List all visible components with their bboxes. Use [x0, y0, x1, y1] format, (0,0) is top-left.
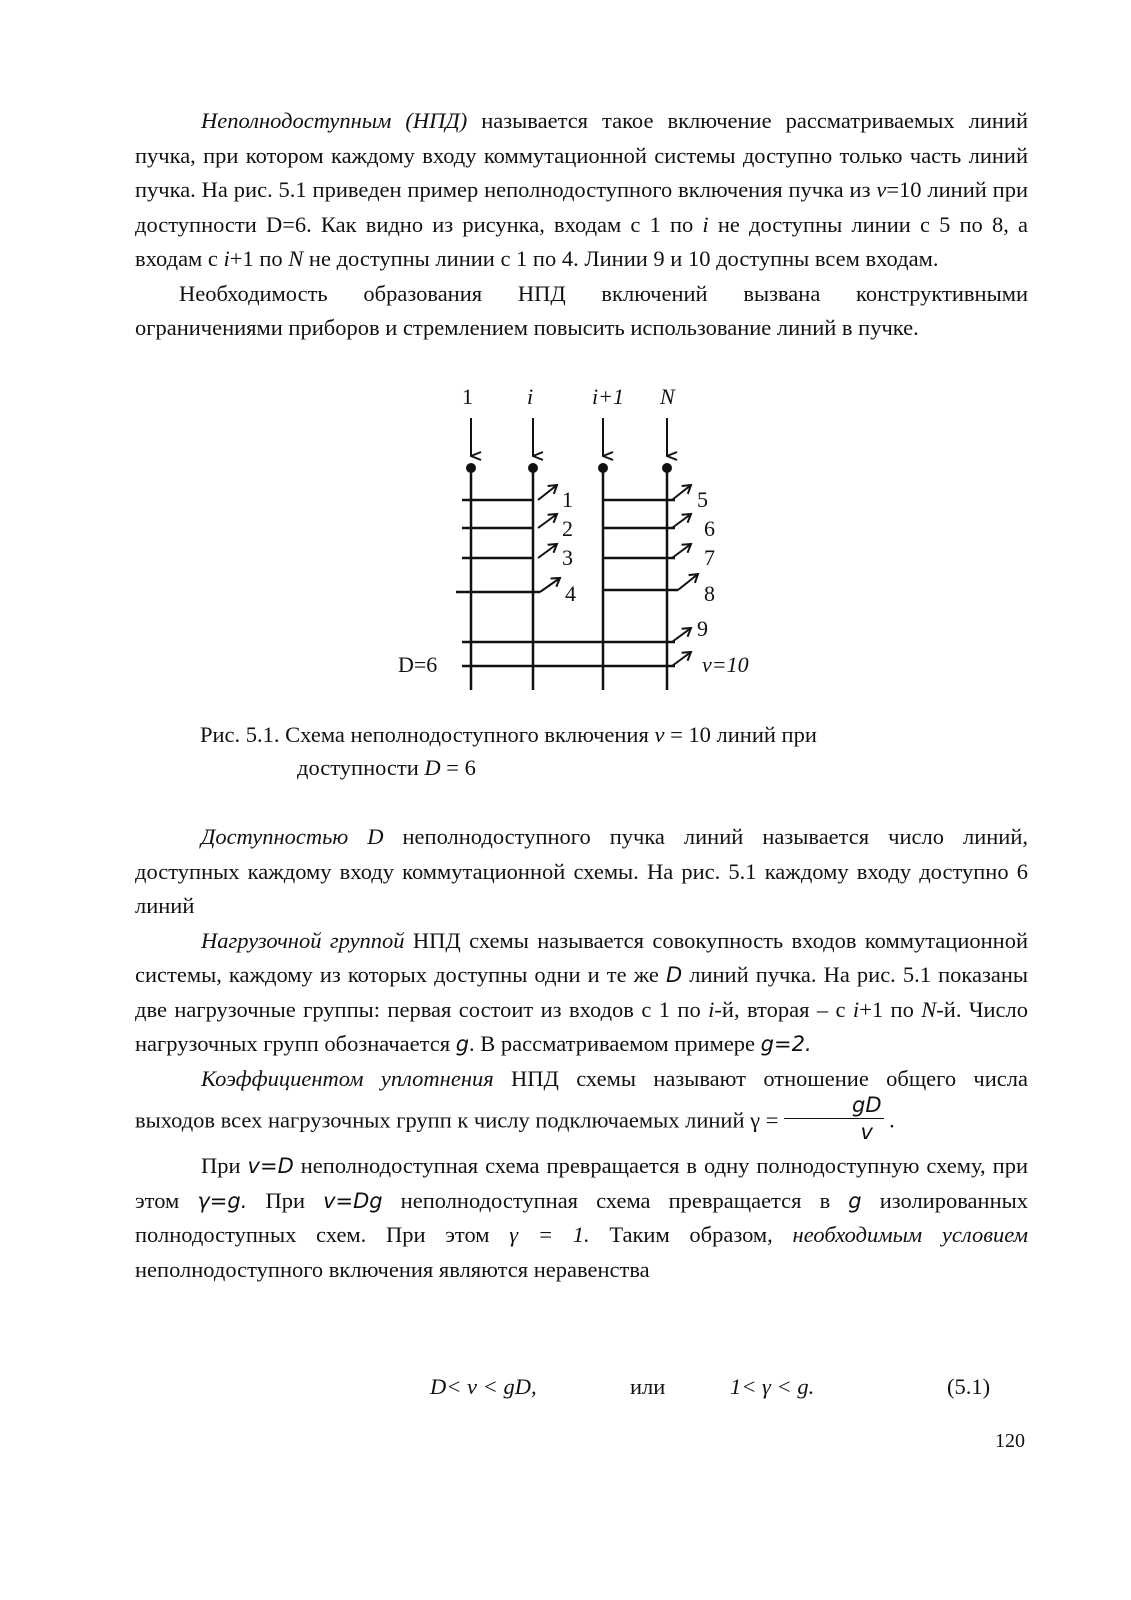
- input-label-N: N: [660, 384, 675, 409]
- line-label-7: 7: [704, 545, 715, 570]
- formula-right: 1< γ < g.: [730, 1374, 815, 1399]
- line-label-v10: v=10: [702, 652, 749, 677]
- line-label-6: 6: [704, 516, 715, 541]
- gamma-fraction: $\frac{gD}{v}$: [784, 1092, 884, 1145]
- paragraph-compression-coefficient: Коэффициентом уплотнения НПД схемы называют отношение общего числа выходов всех нагрузочных групп к числу подключаемых линий γ = $\frac{gD}{v}$ .: [135, 1065, 1028, 1144]
- line-label-5: 5: [697, 487, 708, 512]
- paragraph-availability: Доступностью D неполнодоступного пучка линий называется число линий, доступных каждому входу коммутационной схемы. На рис. 5.1 каждому входу доступно 6 линий: [135, 824, 1028, 918]
- page-number: 120: [995, 1430, 1025, 1452]
- junction-dots: [466, 463, 672, 473]
- formula-or: или: [630, 1374, 666, 1399]
- intro-section: [135, 104, 1028, 346]
- formula-5-1: [135, 1370, 1028, 1404]
- figure-caption: [200, 718, 817, 784]
- line-label-4: 4: [565, 581, 576, 606]
- paragraph-load-group: Нагрузочной группой НПД схемы называется совокупность входов коммутационной системы, каждому из которых доступны одни и те же D линий пучка. На рис. 5.1 показаны две нагрузочные группы: первая состоит из входов с 1 по i-й, вторая – с i+1 по N-й. Число нагрузочных групп обозначается g. В рассматриваемом примере g=2.: [135, 927, 1028, 1056]
- paragraph-conditions: При v=D неполнодоступная схема превращается в одну полнодоступную схему, при этом γ=g. При v=Dg неполнодоступная схема превращается в g изолированных полнодоступных схем. При этом γ = 1. Таким образом, необходимым условием неполнодоступного включения являются неравенства: [135, 1153, 1028, 1282]
- paragraph-npd-definition: Неполнодоступным (НПД) называется такое включение рассматриваемых линий пучка, при котором каждому входу коммутационной системы доступно только часть линий пучка. На рис. 5.1 приведен пример неполнодоступного включения пучка из v=10 линий при доступности D=6. Как видно из рисунка, входам с 1 по i не доступны линии с 5 по 8, а входам с i+1 по N не доступны линии с 1 по 4. Линии 9 и 10 доступны всем входам.: [135, 108, 1029, 271]
- paragraph-necessity: Необходимость образования НПД включений вызвана конструктивными ограничениями приборов и стремлением повысить использование линий в пучке.: [135, 280, 1028, 340]
- line-label-1: 1: [562, 487, 573, 512]
- term-npd: Неполнодоступным (НПД): [201, 108, 468, 133]
- caption-line-1: Рис. 5.1. Схема неполнодоступного включения v = 10 линий при: [200, 722, 817, 747]
- line-label-8: 8: [704, 581, 715, 606]
- definitions-section: [135, 820, 1028, 1287]
- input-label-i-plus-1: i+1: [592, 384, 624, 409]
- line-label-3: 3: [562, 545, 573, 570]
- line-arrows: [538, 485, 698, 666]
- input-arrows: [471, 418, 667, 456]
- figure-5-1-diagram: [380, 380, 780, 692]
- caption-line-2: доступности D = 6: [297, 755, 476, 780]
- line-label-9: 9: [697, 616, 708, 641]
- availability-label: D=6: [398, 652, 438, 677]
- line-label-2: 2: [562, 516, 573, 541]
- formula-number: (5.1): [947, 1374, 991, 1399]
- formula-left: D< v < gD,: [430, 1374, 537, 1399]
- input-label-i: i: [527, 384, 534, 409]
- input-label-1: 1: [462, 384, 473, 409]
